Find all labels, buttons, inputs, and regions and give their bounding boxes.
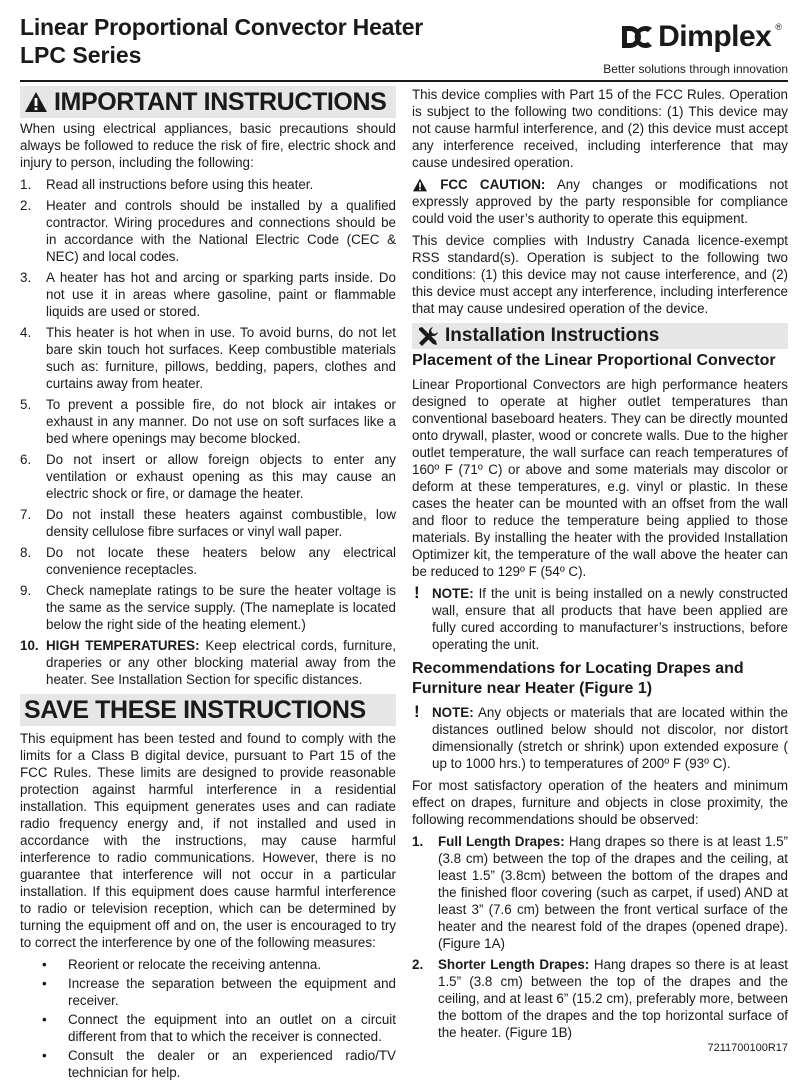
list-text: Hang drapes so there is at least 1.5” (3.8 cm) between the top of the drapes and the ceiling, at least 1.5” (3.8cm) between the bottom of the drapes and the finished floor covering (such as carpet, if used) AND at least 3” (7.6 cm) between the front vertical surface of the heater and the nearest fold of the drapes (opened drape). (Figure 1A) [438, 834, 788, 951]
list-number: 9. [20, 583, 32, 598]
installation-heading-text: Installation Instructions [445, 325, 660, 346]
tools-icon [416, 325, 440, 347]
important-heading [20, 86, 396, 118]
placement-paragraph: Linear Proportional Convectors are high performance heaters designed to operate at higher outlet temperatures than conventional baseboard heaters. They can be directly mounted onto drywall, plaster, wood or concrete walls. Due to the higher outlet temperature, the wall surface can reach temperatures of 160º F (71º C) or above and some materials may discolor or deform at these temperatures, e.g. vinyl or plastic. In these cases the heater can be mounted with an offset from the wall and floor to reduce the temperature being applied to those materials. By installing the heater with the provided Installation Optimizer kit, the temperature of the wall above the heater can be reduced to 129º F (54º C). [412, 377, 788, 579]
list-number: 6. [20, 452, 32, 467]
list-item [20, 975, 396, 1009]
list-item [20, 544, 396, 578]
page-header [20, 12, 788, 82]
list-text: Heater and controls should be installed by a qualified contractor. Wiring procedures and connections should be in accordance with the National Electric Code (CEC & NEC) and local codes. [46, 198, 396, 264]
registered-mark: ® [775, 22, 782, 32]
list-item [20, 1011, 396, 1045]
installation-heading [412, 323, 788, 349]
left-column [20, 86, 396, 1083]
note-label: NOTE: [432, 586, 474, 601]
list-text: Reorient or relocate the receiving antenna. [68, 957, 322, 972]
list-item [20, 197, 396, 265]
list-text: Do not insert or allow foreign objects to enter any ventilation or exhaust opening as this may cause an electric shock or fire, or damage the heater. [46, 452, 396, 501]
list-text: A heater has hot and arcing or sparking parts inside. Do not use it in areas where gasoline, paint or flammable liquids are used or stored. [46, 270, 396, 319]
important-heading-text: IMPORTANT INSTRUCTIONS [54, 88, 387, 116]
bullet-mark: • [42, 976, 47, 991]
list-number: 3. [20, 270, 32, 285]
placement-title: Placement of the Linear Proportional Convector [412, 352, 776, 369]
fcc-caution-label: FCC CAUTION: [440, 177, 546, 192]
list-number: 2. [20, 198, 32, 213]
list-item [20, 956, 396, 973]
list-bold-lead: HIGH TEMPERATURES: [46, 638, 200, 653]
list-text: Do not install these heaters against combustible, low density cellulose fibre surfaces or vinyl wall paper. [46, 507, 396, 539]
list-bold-lead: Shorter Length Drapes: [438, 957, 590, 972]
recommendations-title: Recommendations for Locating Drapes and Furniture near Heater (Figure 1) [412, 660, 744, 697]
document-subtitle: LPC Series [20, 42, 142, 68]
list-item [20, 506, 396, 540]
list-text: Do not locate these heaters below any electrical convenience receptacles. [46, 545, 396, 577]
interference-measures-list [20, 956, 396, 1081]
satisfactory-operation-paragraph: For most satisfactory operation of the heaters and minimum effect on drapes, furniture and objects in close proximity, the following recommendations should be observed: [412, 778, 788, 827]
brand-tagline: Better solutions through innovation [603, 62, 788, 76]
warning-icon [412, 178, 428, 192]
dimplex-mark-icon [620, 24, 654, 50]
list-text: Check nameplate ratings to be sure the heater voltage is the same as the service supply. (The nameplate is located below the right side of the heating element.) [46, 583, 396, 632]
safety-list [20, 176, 396, 688]
bullet-mark: • [42, 1012, 47, 1027]
list-number: 10. [20, 638, 39, 653]
fcc-class-b-paragraph: This equipment has been tested and found to comply with the limits for a Class B digital device, pursuant to Part 15 of the FCC Rules. These limits are designed to provide reasonable protection against harmful interference in a residential installation. This equipment generates uses and can radiate radio frequency energy and, if not installed and used in accordance with the instructions, may cause harmful interference to radio communications. However, there is no guarantee that interference will not occur in a particular installation. If this equipment does cause harmful interference to radio or television reception, which can be determined by turning the equipment off and on, the user is encouraged to try to correct the interference by one of the following measures: [20, 731, 396, 950]
list-text: Connect the equipment into an outlet on a circuit different from that to which the receiver is connected. [68, 1012, 396, 1044]
list-item [20, 582, 396, 633]
list-number: 1. [20, 177, 32, 192]
note-text: Any objects or materials that are located within the distances outlined below should not discolor, nor distort dimensionally (stretch or shrink) upon extended exposure ( up to 1000 hrs.) to temperatures of 200º F (93º C). [432, 705, 788, 771]
list-item [412, 956, 788, 1041]
save-instructions-heading: SAVE THESE INSTRUCTIONS [20, 694, 396, 726]
list-number: 5. [20, 397, 32, 412]
list-text: Read all instructions before using this heater. [46, 177, 314, 192]
list-item [20, 637, 396, 688]
warning-icon [24, 91, 48, 113]
list-number: 8. [20, 545, 32, 560]
note-distances [412, 704, 788, 772]
part15-paragraph: This device complies with Part 15 of the FCC Rules. Operation is subject to the following two conditions: (1) This device may not cause harmful interference, and (2) this device must accept any interference received, including interference that may cause undesired operation. [412, 87, 788, 170]
list-text: Increase the separation between the equipment and receiver. [68, 976, 396, 1008]
list-text: Hang drapes so there is at least 1.5” (3.8 cm) between the top of the drapes and the ceiling, and at least 6” (15.2 cm), preferably more, between the bottom of the drapes and the top horizontal surface of the heater. (Figure 1B) [438, 957, 788, 1040]
fcc-caution-paragraph [412, 176, 788, 227]
exclamation-icon: ! [414, 583, 420, 602]
note-label: NOTE: [432, 705, 474, 720]
list-bold-lead: Full Length Drapes: [438, 834, 565, 849]
list-number: 2. [412, 957, 424, 972]
list-item [20, 396, 396, 447]
bullet-mark: • [42, 1048, 47, 1063]
important-intro: When using electrical appliances, basic precautions should always be followed to reduce the risk of fire, electric shock and injury to person, including the following: [20, 121, 396, 170]
bullet-mark: • [42, 957, 47, 972]
list-item [20, 324, 396, 392]
list-item [412, 833, 788, 952]
exclamation-icon: ! [414, 702, 420, 721]
header-divider [20, 80, 788, 82]
fcc-caution-text: Any changes or modifications not expressly approved by the party responsible for compliance could void the user’s authority to operate this equipment. [412, 177, 788, 226]
list-item [20, 269, 396, 320]
industry-canada-paragraph: This device complies with Industry Canada licence-exempt RSS standard(s). Operation is subject to the following two conditions: (1) this device may not cause interference, and (2) this device must accept any interference, including interference that may cause undesired operation of the device. [412, 233, 788, 316]
list-text: To prevent a possible fire, do not block air intakes or exhaust in any manner. Do not use on soft surfaces like a bed where openings may become blocked. [46, 397, 396, 446]
list-number: 1. [412, 834, 424, 849]
list-text: Consult the dealer or an experienced radio/TV technician for help. [68, 1048, 396, 1080]
list-item [20, 1047, 396, 1081]
list-text: Keep electrical cords, furniture, draperies or any other blocking material away from the heater. See Installation Section for specific distances. [46, 638, 396, 687]
document-title: Linear Proportional Convector Heater [20, 14, 424, 40]
brand-block [588, 18, 788, 78]
drape-recommendations-list [412, 833, 788, 1041]
brand-logo [620, 20, 782, 54]
list-number: 4. [20, 325, 32, 340]
document-number: 7211700100R17 [707, 1042, 788, 1054]
note-new-wall [412, 585, 788, 653]
list-number: 7. [20, 507, 32, 522]
brand-name: Dimplex [658, 20, 772, 53]
note-text: If the unit is being installed on a newly constructed wall, ensure that all products that have been applied are fully cured according to manufacturer’s instructions, before operating the unit. [432, 586, 788, 652]
list-item [20, 176, 396, 193]
list-item [20, 451, 396, 502]
right-column [412, 86, 788, 1045]
list-text: This heater is hot when in use. To avoid burns, do not let bare skin touch hot surfaces. Keep combustible materials such as: furniture, pillows, bedding, papers, clothes and curtains away from heater. [46, 325, 396, 391]
